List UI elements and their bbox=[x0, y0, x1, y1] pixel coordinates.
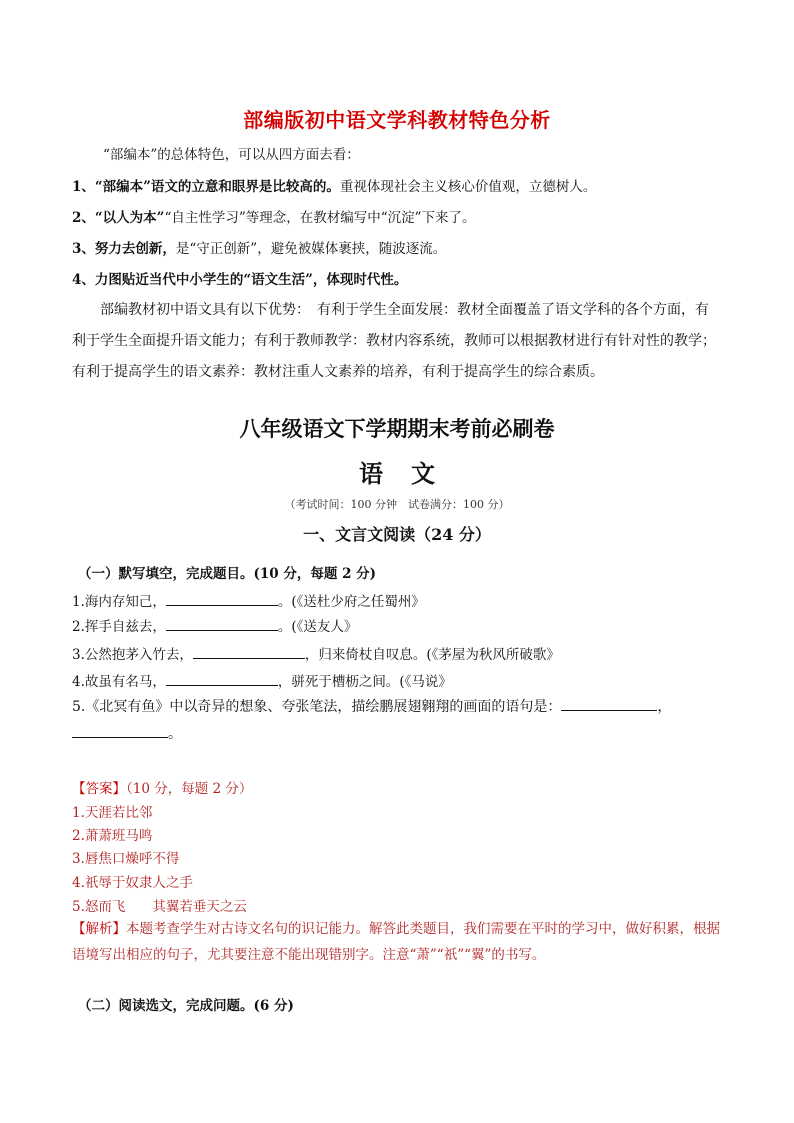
advantages-paragraph: 部编教材初中语文具有以下优势： 有利于学生全面发展：教材全面覆盖了语文学科的各个方面，有利于学生全面提升语文能力；有利于教师教学：教材内容系统，教师可以根据教材进行有针对性的教学；有利于提高学生的语文素养：教材注重人文素养的培养，有利于提高学生的综合素质。 bbox=[72, 302, 716, 380]
point-3-rest: 是“守正创新”，避免被媒体裹挟，随波逐流。 bbox=[175, 241, 447, 257]
explanation-label: 【解析】 bbox=[72, 921, 126, 937]
answer-1: 1.天涯若比邻 bbox=[72, 805, 153, 821]
subject-title: 语文 bbox=[359, 460, 463, 488]
point-2 bbox=[72, 208, 476, 228]
question-4-before: 4.故虽有名马， bbox=[72, 674, 166, 690]
point-3-bold: 3、努力去创新， bbox=[72, 241, 176, 257]
answer-2: 2.萧萧班马鸣 bbox=[72, 828, 153, 844]
question-1-blank[interactable] bbox=[166, 591, 278, 606]
question-3 bbox=[72, 643, 560, 663]
question-2 bbox=[72, 615, 357, 635]
answer-header bbox=[72, 779, 252, 799]
point-1 bbox=[72, 177, 596, 197]
point-4 bbox=[72, 270, 407, 290]
question-2-before: 2.挥手自兹去， bbox=[72, 619, 166, 635]
exam-meta: （考试时间：100 分钟 试卷满分：100 分） bbox=[284, 498, 510, 511]
question-5-blank-1[interactable] bbox=[561, 696, 657, 711]
question-3-blank[interactable] bbox=[193, 644, 305, 659]
question-1-before: 1.海内存知己， bbox=[72, 594, 166, 610]
question-2-blank[interactable] bbox=[166, 616, 278, 631]
part2-title: （二）阅读选文，完成问题。(6 分) bbox=[78, 998, 294, 1014]
question-1-after: 。(《送杜少府之任蜀州》 bbox=[277, 594, 425, 610]
question-5 bbox=[72, 694, 678, 748]
explanation bbox=[72, 916, 722, 968]
question-4-after: ，骈死于槽枥之间。(《马说》 bbox=[277, 674, 452, 690]
intro-text: “部编本”的总体特色，可以从四方面去看： bbox=[103, 147, 360, 163]
section-title: 一、文言文阅读（24 分） bbox=[303, 525, 491, 544]
point-2-rest: “自主性学习”等理念，在教材编写中“沉淀”下来了。 bbox=[164, 210, 476, 226]
answer-3: 3.唇焦口燥呼不得 bbox=[72, 851, 180, 867]
explanation-text: 本题考查学生对古诗文名句的识记能力。解答此类题目，我们需要在平时的学习中，做好积累，根据语境写出相应的句子，尤其要注意不能出现错别字。注意“萧”“祇”“翼”的书写。 bbox=[72, 921, 720, 963]
point-4-bold: 4、力图贴近当代中小学生的“语文生活”，体现时代性。 bbox=[72, 272, 408, 288]
question-2-after: 。(《送友人》 bbox=[277, 619, 358, 635]
question-5-blank-2[interactable] bbox=[72, 723, 168, 738]
exam-title: 八年级语文下学期期末考前必刷卷 bbox=[239, 417, 555, 441]
point-1-bold: 1、“部编本”语文的立意和眼界是比较高的。 bbox=[72, 179, 340, 195]
question-5-text: 5.《北冥有鱼》中以奇异的想象、夸张笔法，描绘鹏展翅翱翔的画面的语句是： bbox=[72, 699, 562, 715]
question-4 bbox=[72, 670, 452, 690]
part1-title: （一）默写填空，完成题目。(10 分，每题 2 分) bbox=[78, 566, 377, 582]
question-5-end: 。 bbox=[168, 726, 182, 742]
answer-note: （10 分，每题 2 分） bbox=[126, 781, 253, 797]
point-2-bold: 2、“以人为本” bbox=[72, 210, 165, 226]
header-title: 部编版初中语文学科教材特色分析 bbox=[243, 108, 551, 132]
question-4-blank[interactable] bbox=[166, 671, 278, 686]
question-1 bbox=[72, 590, 425, 610]
answer-4: 4.祇辱于奴隶人之手 bbox=[72, 875, 193, 891]
question-3-before: 3.公然抱茅入竹去， bbox=[72, 647, 193, 663]
point-1-rest: 重视体现社会主义核心价值观，立德树人。 bbox=[339, 179, 597, 195]
question-3-after: ，归来倚杖自叹息。(《茅屋为秋风所破歌》 bbox=[304, 647, 560, 663]
point-3 bbox=[72, 239, 446, 259]
answer-5: 5.怒而飞 其翼若垂天之云 bbox=[72, 899, 247, 915]
answer-label: 【答案】 bbox=[72, 781, 126, 797]
question-5-comma: ， bbox=[657, 699, 672, 715]
